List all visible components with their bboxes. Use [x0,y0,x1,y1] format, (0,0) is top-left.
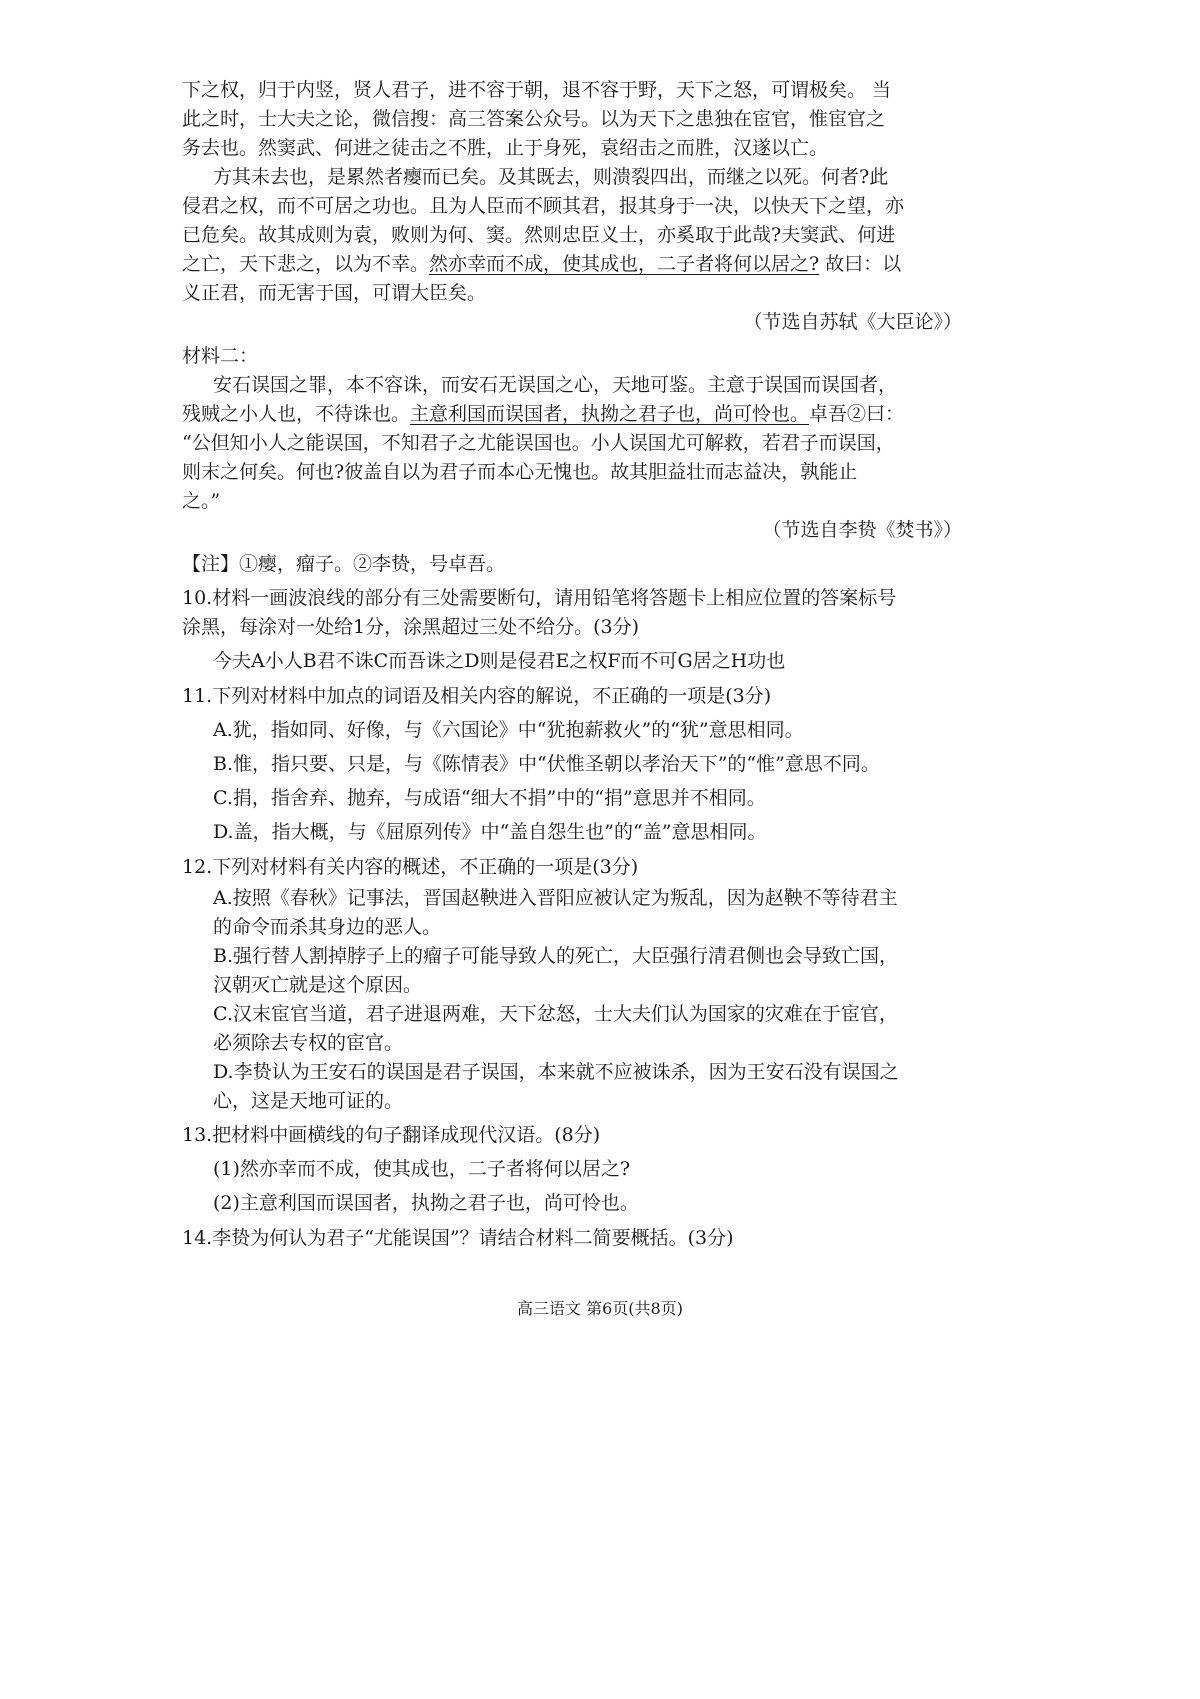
question-12-stem: 12.下列对材料有关内容的概述，不正确的一项是(3分) [182,856,639,878]
material-one-line-8: 义正君，而无害于国，可谓大臣矣。 [182,282,487,304]
question-12-line-7: D.李贽认为王安石的误国是君子误国，本来就不应被诛杀，因为王安石没有误国之 [213,1061,899,1083]
question-12-line-5: C.汉末宦官当道，君子进退两难，天下忿怒，士大夫们认为国家的灾难在于宦官， [213,1003,898,1025]
underlined-sentence-one: 然亦幸而不成，使其成也，二子者将何以居之? [429,253,820,275]
material-two-source: （节选自李贽《焚书》） [762,519,962,541]
question-12-line-6: 必须除去专权的宦官。 [213,1032,404,1054]
question-11-option-c: C.捐，指舍弃、抛弃，与成语“细大不捐”中的“捐”意思并不相同。 [213,787,766,809]
material-two-line-1: 安石误国之罪，本不容诛，而安石无误国之心，天地可鉴。主意于误国而误国者， [213,374,898,396]
material-two-line-2-text: 残贼之小人也，不待诛也。 [182,403,411,425]
material-one-line-7 [182,252,901,276]
question-13-stem: 13.把材料中画横线的句子翻译成现代汉语。(8分) [182,1124,601,1146]
material-one-line-4: 方其未去也，是累然者瘿而已矣。及其既去，则溃裂四出，而继之以死。何者?此 [213,166,889,188]
question-10-line-2: 涂黑，每涂对一处给1分，涂黑超过三处不给分。(3分) [182,616,640,638]
material-one-line-2: 此之时，士大夫之论，微信搜：高三答案公众号。以为天下之患独在宦官，惟宦官之 [182,108,886,130]
question-11-option-a: A.犹，指如同、好像，与《六国论》中“犹抱薪救火”的“犹”意思相同。 [213,719,804,741]
question-12-line-1: A.按照《春秋》记事法，晋国赵鞅进入晋阳应被认定为叛乱，因为赵鞅不等待君主 [213,887,898,909]
material-two-line-5: 之。” [182,490,221,512]
question-12-line-4: 汉朝灭亡就是这个原因。 [213,974,423,996]
material-one-line-7-text: 之亡，天下悲之，以为不幸。 [182,253,430,275]
material-two-line-2-tail: 卓吾②曰： [809,403,905,425]
material-one-line-1: 下之权，归于内竖，贤人君子，进不容于朝，退不容于野，天下之怒，可谓极矣。 当 [182,79,892,101]
question-14-stem: 14.李贽为何认为君子“尤能误国”？请结合材料二简要概括。(3分) [182,1227,734,1249]
question-11-option-b: B.惟，指只要、只是，与《陈情表》中“伏惟圣朝以孝治天下”的“惟”意思不同。 [213,753,880,775]
question-12-line-2: 的命令而杀其身边的恶人。 [213,916,442,938]
material-one-line-3: 务去也。然窦武、何进之徒击之不胜，止于身死，袁绍击之而胜，汉遂以亡。 [182,137,829,159]
question-11-option-d: D.盖，指大概，与《屈原列传》中“盖自怨生也”的“盖”意思相同。 [213,821,767,843]
material-one-line-5: 侵君之权，而不可居之功也。且为人臣而不顾其君，报其身于一决，以快天下之望，亦 [182,195,905,217]
page-footer: 高三语文 第6页(共8页) [517,1299,683,1318]
question-13-item-1: (1)然亦幸而不成，使其成也，二子者将何以居之? [213,1158,631,1180]
material-one-line-7-tail: 故曰：以 [819,253,902,275]
question-12-line-8: 心，这是天地可证的。 [213,1090,404,1112]
material-one-line-6: 已危矣。故其成则为袁，败则为何、窦。然则忠臣义士，亦奚取于此哉?夫窦武、何进 [182,224,896,246]
material-two-line-2 [182,402,904,426]
annotation-note: 【注】①瘿，瘤子。②李贽，号卓吾。 [182,553,506,575]
question-12-line-3: B.强行替人割掉脖子上的瘤子可能导致人的死亡，大臣强行清君侧也会导致亡国， [213,945,899,967]
question-11-stem: 11.下列对材料中加点的词语及相关内容的解说，不正确的一项是(3分) [182,685,772,707]
question-10-line-1: 10.材料一画波浪线的部分有三处需要断句，请用铅笔将答题卡上相应位置的答案标号 [182,587,897,609]
material-two-heading: 材料二： [182,345,259,367]
underlined-sentence-two: 主意利国而误国者，执拗之君子也，尚可怜也。 [410,403,810,425]
question-10-sentence: 今夫A小人B君不诛C而吾诛之D则是侵君E之权F而不可G居之H功也 [213,650,786,672]
material-two-line-3: “公但知小人之能误国，不知君子之尤能误国也。小人误国尤可解救，若君子而误国， [182,432,895,454]
material-one-source: （节选自苏轼《大臣论》） [743,311,962,333]
material-two-line-4: 则末之何矣。何也?彼盖自以为君子而本心无愧也。故其胆益壮而志益决，孰能止 [182,461,858,483]
question-13-item-2: (2)主意利国而误国者，执拗之君子也，尚可怜也。 [213,1192,639,1214]
